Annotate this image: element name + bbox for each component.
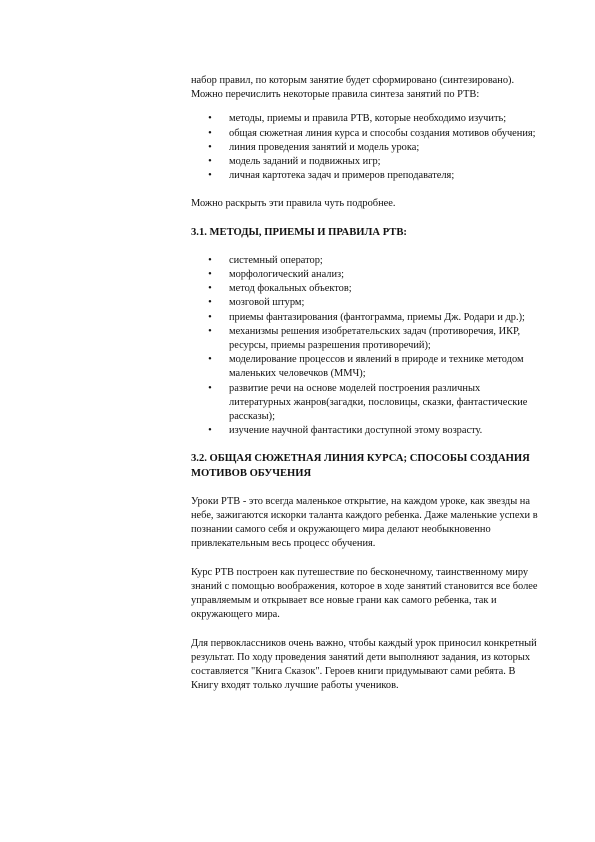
list-item: • системный оператор; xyxy=(191,254,543,268)
bullet-icon: • xyxy=(208,254,212,266)
list-item: • изучение научной фантастики доступной этому возрасту. xyxy=(191,424,543,438)
intro-rules-list xyxy=(191,112,543,183)
list-item: • метод фокальных объектов; xyxy=(191,282,543,296)
section-heading-methods: 3.1. МЕТОДЫ, ПРИЕМЫ И ПРАВИЛА РТВ: xyxy=(191,226,407,238)
paragraph: Курс РТВ построен как путешествие по бесконечному, таинственному миру знаний с помощью воображения, которое в ходе занятий становится все более управляемым и открывает все новые грани как самого ребенка, так и окружающего мира. xyxy=(191,566,538,621)
page-content xyxy=(191,74,543,693)
bullet-icon: • xyxy=(208,425,212,437)
bullet-icon: • xyxy=(208,170,212,182)
list-item: • морфологический анализ; xyxy=(191,268,543,282)
list-item: • модель заданий и подвижных игр; xyxy=(191,155,543,169)
bullet-icon: • xyxy=(208,325,212,337)
bullet-icon: • xyxy=(208,283,212,295)
expand-note: Можно раскрыть эти правила чуть подробнее. xyxy=(191,198,396,210)
list-item: • методы, приемы и правила РТВ, которые необходимо изучить; xyxy=(191,112,543,126)
bullet-icon: • xyxy=(208,354,212,366)
bullet-icon: • xyxy=(208,156,212,168)
paragraph: Уроки РТВ - это всегда маленькое открытие, на каждом уроке, как звезды на небе, зажигаются искорки таланта каждого ребенка. Даже маленькие успехи в познании самого себя и окружающего мира делают необыкновенно привлекательным весь процесс обучения. xyxy=(191,495,538,550)
bullet-icon: • xyxy=(208,141,212,153)
bullet-icon: • xyxy=(208,269,212,281)
list-item: • линия проведения занятий и модель урока; xyxy=(191,141,543,155)
bullet-icon: • xyxy=(208,311,212,323)
intro-paragraph: набор правил, по которым занятие будет сформировано (синтезировано). Можно перечислить некоторые правила синтеза занятий по РТВ: xyxy=(191,75,515,101)
bullet-icon: • xyxy=(208,297,212,309)
list-item: • развитие речи на основе моделей построения различных литературных жанров(загадки, пословицы, сказки, фантастические рассказы); xyxy=(191,382,543,425)
section-heading-storyline: 3.2. ОБЩАЯ СЮЖЕТНАЯ ЛИНИЯ КУРСА; СПОСОБЫ СОЗДАНИЯ МОТИВОВ ОБУЧЕНИЯ xyxy=(191,453,530,479)
list-item: • личная картотека задач и примеров преподавателя; xyxy=(191,169,543,183)
bullet-icon: • xyxy=(208,113,212,125)
list-item: • приемы фантазирования (фантограмма, приемы Дж. Родари и др.); xyxy=(191,311,543,325)
list-item: • мозговой штурм; xyxy=(191,296,543,310)
list-item: • моделирование процессов и явлений в природе и технике методом маленьких человечков (ММЧ); xyxy=(191,353,543,381)
paragraph: Для первоклассников очень важно, чтобы каждый урок приносил конкретный результат. По ходу проведения занятий дети выполняют задания, из которых составляется "Книга Сказок". Героев книги придумывают сами ребята. В Книгу входят только лучшие работы учеников. xyxy=(191,637,537,692)
bullet-icon: • xyxy=(208,127,212,139)
bullet-icon: • xyxy=(208,382,212,394)
list-item: • механизмы решения изобретательских задач (противоречия, ИКР, ресурсы, приемы разрешения противоречий); xyxy=(191,325,543,353)
list-item: • общая сюжетная линия курса и способы создания мотивов обучения; xyxy=(191,127,543,141)
methods-list xyxy=(191,254,543,439)
